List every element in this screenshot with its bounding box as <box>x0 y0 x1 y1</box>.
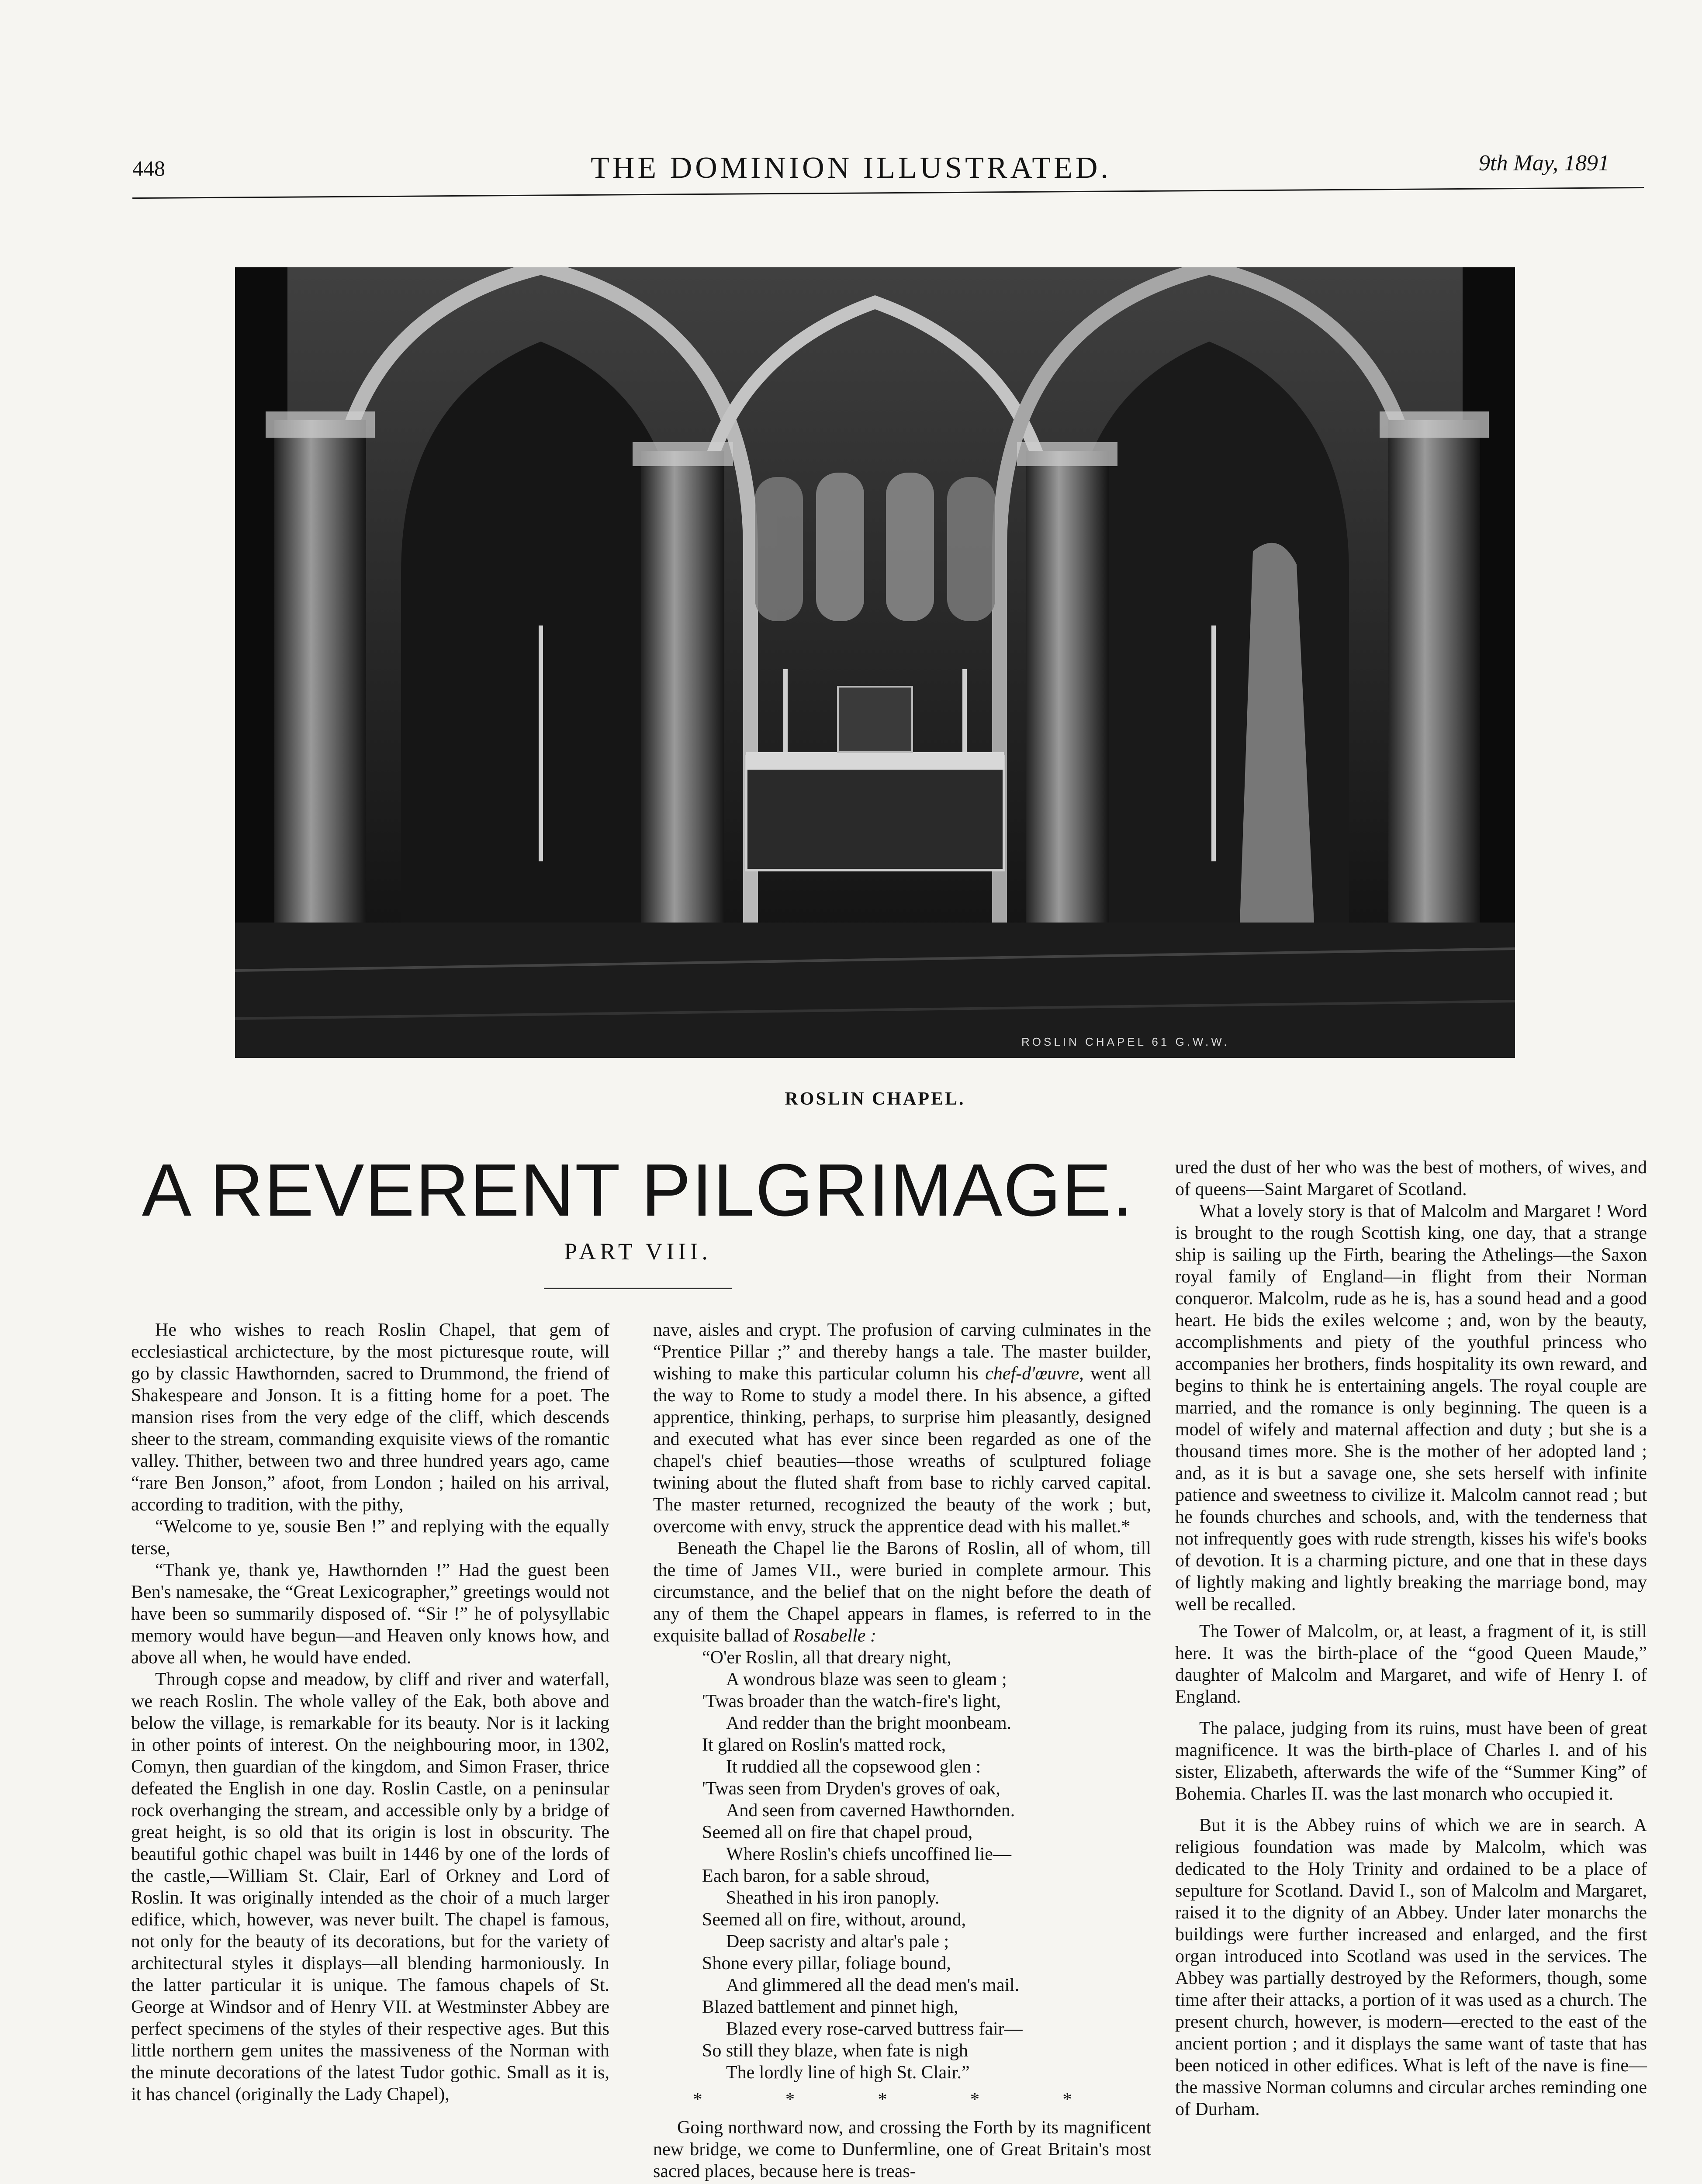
paragraph: “Welcome to ye, sousie Ben !” and replying with the equally terse, <box>131 1517 609 1559</box>
verse-line: A wondrous blaze was seen to gleam ; <box>726 1669 1007 1690</box>
verse-line: It glared on Roslin's matted rock, <box>702 1735 946 1755</box>
article-column-2 <box>653 1319 1151 2182</box>
verse-line: Sheathed in his iron panoply. <box>726 1888 940 1908</box>
paragraph: Beneath the Chapel lie the Barons of Roslin, all of whom, till the time of James VII., were buried in complete armour. This circumstance, and the belief that on the night before the death of any of them the Chapel appears in flames, is referred to in the exquisite ballad of Rosabelle : <box>653 1538 1151 1646</box>
issue-date: 9th May, 1891 <box>1479 151 1609 176</box>
paragraph: The Tower of Malcolm, or, at least, a fragment of it, is still here. It was the birth-place of the “good Queen Maude,” daughter of Malcolm and Margaret, and wife of Henry I. of England. <box>1175 1621 1647 1707</box>
plate-label: ROSLIN CHAPEL 61 G.W.W. <box>1021 1035 1230 1048</box>
paragraph: He who wishes to reach Roslin Chapel, that gem of ecclesiastical archictecture, by the most picturesque route, will go by classic Hawthornden, sacred to Drummond, the friend of Shakespeare and Jonson. It is a fitting home for a poet. The mansion rises from the very edge of the cliff, which descends sheer to the stream, commanding exquisite views of the romantic valley. Thither, between two and three hundred years ago, came “rare Ben Jonson,” afoot, from London ; hailed on his arrival, according to tradition, with the pithy, <box>131 1320 609 1515</box>
verse-line: The lordly line of high St. Clair.” <box>726 2063 970 2083</box>
header-rule <box>132 187 1644 199</box>
verse-line: Deep sacristy and altar's pale ; <box>726 1932 949 1952</box>
ballad-verse <box>702 1647 1151 2084</box>
photo-caption: ROSLIN CHAPEL. <box>785 1089 965 1109</box>
verse-line: “O'er Roslin, all that dreary night, <box>702 1648 951 1668</box>
article-column-3 <box>1175 1157 1647 2120</box>
italic-term: chef-d'œuvre <box>985 1364 1079 1384</box>
paragraph: But it is the Abbey ruins of which we are in search. A religious foundation was made by Malcolm, which was dedicated to the Holy Trinity and ordained to be a place of sepulture for Scotland. David I., son of Malcolm and Margaret, raised it to the dignity of an Abbey. Under later monarchs the buildings were further increased and enlarged, and the first organ introduced into Scotland was used in the services. The Abbey was partially destroyed by the Reformers, though, some time after their attacks, a portion of it was used as a church. The present church, however, is modern—erected to the east of the ancient portion ; and it displays the same want of taste that has been noticed in other edifices. What is left of the nave is fine—the massive Norman columns and circular arches reminding one of Durham. <box>1175 1815 1647 2119</box>
verse-line: Seemed all on fire that chapel proud, <box>702 1822 973 1842</box>
roslin-chapel-photograph <box>235 267 1515 1058</box>
verse-line: And glimmered all the dead men's mail. <box>726 1975 1020 1995</box>
verse-line: Seemed all on fire, without, around, <box>702 1910 966 1930</box>
verse-line: It ruddied all the copsewood glen : <box>726 1757 981 1777</box>
ballad-title: Rosabelle : <box>793 1626 876 1646</box>
paragraph: “Thank ye, thank ye, Hawthornden !” Had the guest been Ben's namesake, the “Great Lexicographer,” greetings would not have been so summarily disposed of. “Sir !” he of polysyllabic memory would have begun—and Heaven only knows how, and above all when, he would have ended. <box>131 1560 609 1668</box>
page-number: 448 <box>132 156 165 180</box>
article-title: A REVERENT PILGRIMAGE. <box>142 1149 1134 1232</box>
chapel-interior-illustration <box>235 267 1515 1058</box>
verse-line: So still they blaze, when fate is nigh <box>702 2041 968 2061</box>
paragraph: nave, aisles and crypt. The profusion of carving culminates in the “Prentice Pillar ;” and thereby hangs a tale. The master builder, wishing to make this particular column his chef-d'œuvre, went all the way to Rome to study a model there. In his absence, a gifted apprentice, thinking, perhaps, to surprise him pleasantly, designed and executed what has ever since been regarded as one of the chapel's chief beauties—those wreaths of sculptured foliage twining about the fluted shaft from base to richly carved capital. The master returned, recognized the beauty of the work ; but, overcome with envy, struck the apprentice dead with his mallet.* <box>653 1320 1152 1537</box>
verse-line: Each baron, for a sable shroud, <box>702 1866 930 1886</box>
paragraph: Through copse and meadow, by cliff and river and waterfall, we reach Roslin. The whole valley of the Eak, both above and below the village, is remarkable for its beauty. Nor is it lacking in other points of interest. On the neighbouring moor, in 1302, Comyn, then guardian of the kingdom, and Simon Fraser, thrice defeated the English in one day. Roslin Castle, on a peninsular rock overhanging the stream, and accessible only by a bridge of great height, is so old that its origin is lost in obscurity. The beautiful gothic chapel was built in 1446 by one of the lords of the castle,—William St. Clair, Earl of Orkney and Lord of Roslin. It was originally intended as the choir of a much larger edifice, which, however, was never built. The chapel is famous, not only for the beauty of its decorations, but for the variety of architectural styles it displays—all blending harmoniously. In the latter particular it is unique. The famous chapels of St. George at Windsor and of Henry VII. at Westminster Abbey are perfect specimens of the styles of their respective ages. But this little northern gem unites the massiveness of the Norman with the minute decorations of the latest Tudor gothic. Small as it is, it has chancel (originally the Lady Chapel), <box>131 1669 609 2105</box>
verse-line: 'Twas broader than the watch-fire's light, <box>702 1691 1001 1711</box>
verse-line: Blazed battlement and pinnet high, <box>702 1997 958 2017</box>
paragraph: ured the dust of her who was the best of mothers, of wives, and of queens—Saint Margaret of Scotland. <box>1175 1158 1647 1199</box>
article-column-1 <box>131 1319 609 2105</box>
verse-line: And seen from caverned Hawthornden. <box>726 1800 1015 1821</box>
verse-line: Shone every pillar, foliage bound, <box>702 1953 951 1973</box>
verse-line: Blazed every rose-carved buttress fair— <box>726 2019 1023 2039</box>
verse-line: 'Twas seen from Dryden's groves of oak, <box>702 1779 1000 1799</box>
paragraph: Going northward now, and crossing the Forth by its magnificent new bridge, we come to Dunfermline, one of Great Britain's most sacred places, because here is treas- <box>653 2118 1151 2181</box>
masthead: THE DOMINION ILLUSTRATED. <box>591 151 1111 185</box>
section-stars: * * * * * <box>693 2090 1111 2110</box>
title-rule <box>544 1288 732 1289</box>
verse-line: And redder than the bright moonbeam. <box>726 1713 1012 1733</box>
paragraph: The palace, judging from its ruins, must have been of great magnificence. It was the birth-place of Charles I. and of his sister, Elizabeth, afterwards the wife of the “Summer King” of Bohemia. Charles II. was the last monarch who occupied it. <box>1175 1718 1647 1804</box>
verse-line: Where Roslin's chiefs uncoffined lie— <box>726 1844 1011 1864</box>
article-part: PART VIII. <box>564 1238 712 1265</box>
paragraph: What a lovely story is that of Malcolm and Margaret ! Word is brought to the rough Scottish king, one day, that a strange ship is sailing up the Firth, bearing the Athelings—the Saxon royal family of England—in flight from their Norman conqueror. Malcolm, rude as he is, has a sound head and a good heart. He bids the exiles welcome ; and, won by the beauty, accomplishments and piety of the youthful princess who accompanies her brothers, finds hospitality its own reward, and begins to think he is entertaining angels. The royal couple are married, and the romance is only beginning. The queen is a model of wifely and maternal affection and duty ; but she is a thousand times more. She is the mother of her adopted land ; and, as it is but a savage one, she sets herself with infinite patience and sweetness to civilize it. Malcolm cannot read ; but he founds churches and schools, and, with the tenderness that not infrequently goes with rude strength, kisses his wife's books of devotion. It is a charming picture, and one that in these days of lightly making and lightly breaking the marriage bond, may well be recalled. <box>1175 1201 1647 1614</box>
